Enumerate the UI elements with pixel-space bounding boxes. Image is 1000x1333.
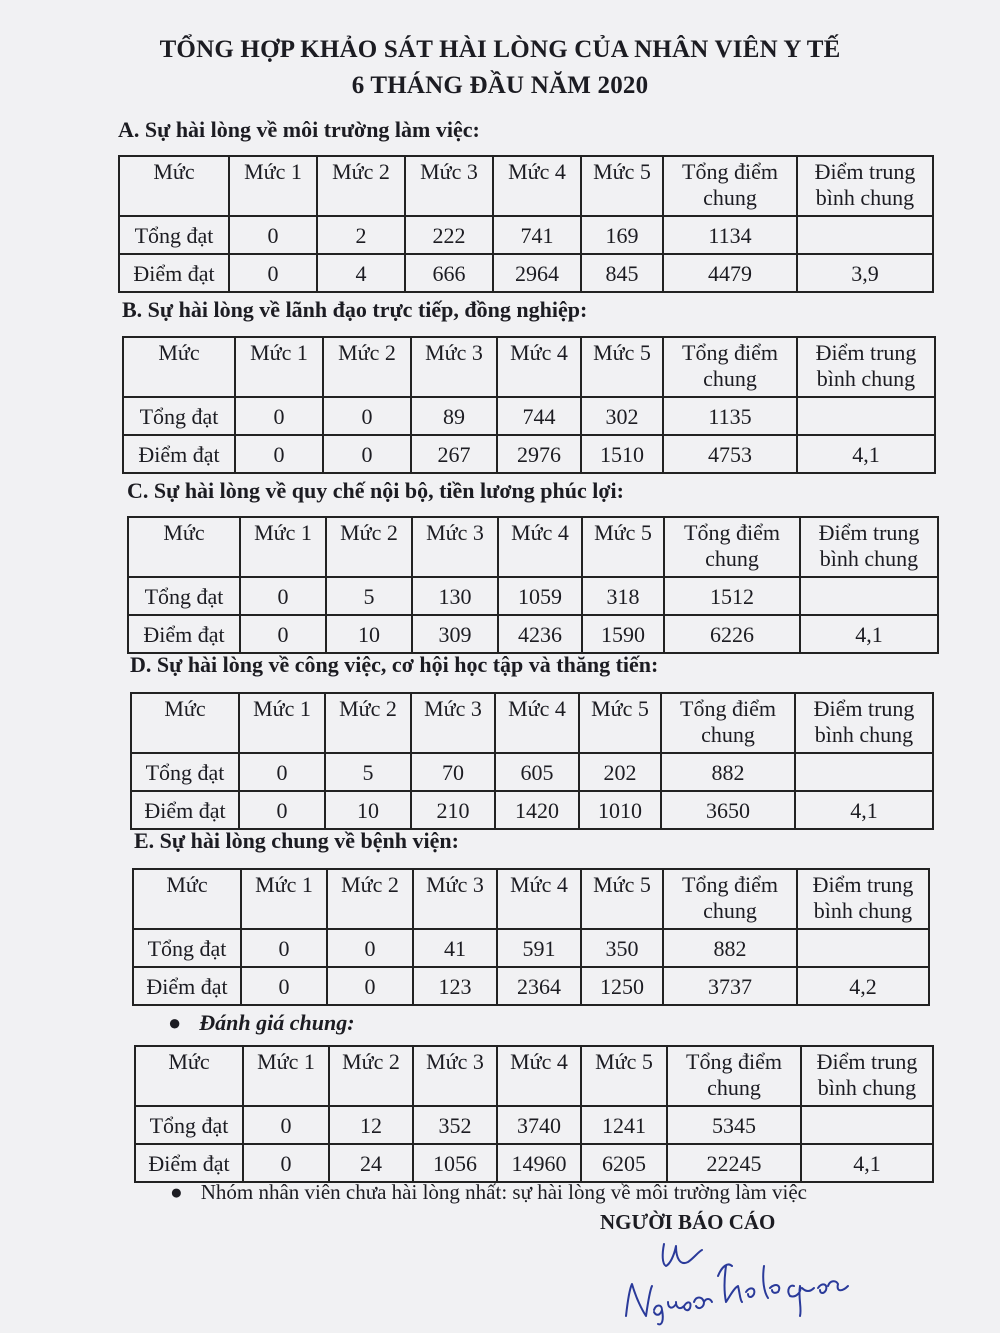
table-cell: 3740 <box>497 1106 581 1144</box>
table-header-row <box>133 869 929 929</box>
table-row <box>131 791 933 829</box>
header-cell: Mức 5 <box>581 337 663 397</box>
table-row <box>135 1144 933 1182</box>
table-row <box>123 435 935 473</box>
row-label: Tổng đạt <box>133 929 241 967</box>
header-cell: Điểm trung bình chung <box>797 156 933 216</box>
table-cell: 0 <box>323 435 411 473</box>
header-cell: Tổng điểm chung <box>663 869 797 929</box>
table-cell: 4753 <box>663 435 797 473</box>
header-cell: Điểm trung bình chung <box>800 517 938 577</box>
header-cell: Mức 1 <box>243 1046 329 1106</box>
row-label: Tổng đạt <box>135 1106 243 1144</box>
table-cell: 1010 <box>579 791 661 829</box>
table-cell: 591 <box>497 929 581 967</box>
header-cell: Mức <box>131 693 239 753</box>
table-cell: 5 <box>325 753 411 791</box>
header-cell: Mức <box>133 869 241 929</box>
header-cell: Mức 3 <box>413 1046 497 1106</box>
table-b <box>122 336 936 474</box>
table-cell: 4,1 <box>797 435 935 473</box>
table-cell: 0 <box>229 216 317 254</box>
header-cell: Mức 5 <box>581 156 663 216</box>
table-row <box>133 967 929 1005</box>
table-e <box>132 868 930 1006</box>
table-header-row <box>123 337 935 397</box>
table-cell: 5345 <box>667 1106 801 1144</box>
table-cell: 123 <box>413 967 497 1005</box>
header-cell: Mức 2 <box>323 337 411 397</box>
section-heading-overall <box>168 1010 355 1036</box>
table-cell: 210 <box>411 791 495 829</box>
table-cell: 5 <box>326 577 412 615</box>
table-cell: 6226 <box>664 615 800 653</box>
table-cell: 267 <box>411 435 497 473</box>
row-label: Điểm đạt <box>133 967 241 1005</box>
table-cell: 0 <box>240 615 326 653</box>
table-cell: 70 <box>411 753 495 791</box>
table-row <box>123 397 935 435</box>
table-cell: 302 <box>581 397 663 435</box>
section-heading-a: A. Sự hài lòng về môi trường làm việc: <box>118 117 480 142</box>
table-cell: 744 <box>497 397 581 435</box>
row-label: Điểm đạt <box>135 1144 243 1182</box>
table-cell: 4 <box>317 254 405 292</box>
table-cell: 882 <box>663 929 797 967</box>
table-cell: 0 <box>327 967 413 1005</box>
header-cell: Tổng điểm chung <box>663 337 797 397</box>
header-cell: Mức <box>123 337 235 397</box>
table-cell: 22245 <box>667 1144 801 1182</box>
header-cell: Mức 1 <box>229 156 317 216</box>
table-cell: 0 <box>239 753 325 791</box>
table-header-row <box>119 156 933 216</box>
header-cell: Mức 3 <box>411 693 495 753</box>
table-cell: 2976 <box>497 435 581 473</box>
table-overall <box>134 1045 934 1183</box>
table-header-row <box>131 693 933 753</box>
section-heading-d: D. Sự hài lòng về công việc, cơ hội học tập và thăng tiến: <box>130 652 659 677</box>
table-cell: 202 <box>579 753 661 791</box>
table-cell: 0 <box>323 397 411 435</box>
table-cell: 3650 <box>661 791 795 829</box>
table-cell: 0 <box>229 254 317 292</box>
table-cell: 0 <box>243 1144 329 1182</box>
table-cell: 6205 <box>581 1144 667 1182</box>
table-header-row <box>135 1046 933 1106</box>
header-cell: Mức 4 <box>497 869 581 929</box>
table-cell: 845 <box>581 254 663 292</box>
header-cell: Mức 2 <box>329 1046 413 1106</box>
header-cell: Mức 5 <box>582 517 664 577</box>
table-cell: 1510 <box>581 435 663 473</box>
header-cell: Mức 4 <box>497 337 581 397</box>
table-cell: 350 <box>581 929 663 967</box>
header-cell: Mức 5 <box>581 1046 667 1106</box>
table-cell: 0 <box>243 1106 329 1144</box>
header-cell: Điểm trung bình chung <box>795 693 933 753</box>
report-title: TỔNG HỢP KHẢO SÁT HÀI LÒNG CỦA NHÂN VIÊN Y TẾ <box>159 36 841 63</box>
table-cell <box>800 577 938 615</box>
table-cell: 24 <box>329 1144 413 1182</box>
table-cell: 89 <box>411 397 497 435</box>
row-label: Tổng đạt <box>119 216 229 254</box>
table-row <box>119 216 933 254</box>
table-cell: 222 <box>405 216 493 254</box>
table-row <box>135 1106 933 1144</box>
table-cell: 4,2 <box>797 967 929 1005</box>
table-cell: 741 <box>493 216 581 254</box>
table-cell: 12 <box>329 1106 413 1144</box>
row-label: Điểm đạt <box>128 615 240 653</box>
row-label: Tổng đạt <box>131 753 239 791</box>
conclusion-text: Nhóm nhân viên chưa hài lòng nhất: sự hài lòng về môi trường làm việc <box>200 1180 807 1204</box>
handwritten-signature <box>618 1236 878 1326</box>
table-cell: 0 <box>235 435 323 473</box>
header-cell: Mức <box>119 156 229 216</box>
header-cell: Mức 1 <box>239 693 325 753</box>
table-header-row <box>128 517 938 577</box>
section-heading-e: E. Sự hài lòng chung về bệnh viện: <box>134 828 459 853</box>
table-cell <box>797 397 935 435</box>
header-cell: Mức 2 <box>325 693 411 753</box>
table-cell: 605 <box>495 753 579 791</box>
table-cell: 0 <box>239 791 325 829</box>
header-cell: Mức <box>135 1046 243 1106</box>
table-row <box>119 254 933 292</box>
table-cell: 1512 <box>664 577 800 615</box>
table-cell: 1056 <box>413 1144 497 1182</box>
header-cell: Mức 1 <box>241 869 327 929</box>
table-cell: 2 <box>317 216 405 254</box>
table-row <box>128 615 938 653</box>
table-cell: 10 <box>325 791 411 829</box>
table-cell: 130 <box>412 577 498 615</box>
header-cell: Mức 3 <box>413 869 497 929</box>
header-cell: Mức 5 <box>579 693 661 753</box>
table-cell: 4,1 <box>795 791 933 829</box>
table-cell: 2964 <box>493 254 581 292</box>
header-cell: Mức 2 <box>317 156 405 216</box>
table-cell: 3,9 <box>797 254 933 292</box>
table-cell <box>795 753 933 791</box>
header-cell: Mức 4 <box>493 156 581 216</box>
table-cell: 2364 <box>497 967 581 1005</box>
table-cell: 1250 <box>581 967 663 1005</box>
table-c <box>127 516 939 654</box>
header-cell: Mức 4 <box>498 517 582 577</box>
table-cell: 10 <box>326 615 412 653</box>
header-cell: Tổng điểm chung <box>667 1046 801 1106</box>
header-cell: Tổng điểm chung <box>663 156 797 216</box>
header-cell: Điểm trung bình chung <box>797 869 929 929</box>
table-cell: 1059 <box>498 577 582 615</box>
row-label: Tổng đạt <box>123 397 235 435</box>
table-cell: 666 <box>405 254 493 292</box>
table-cell: 4,1 <box>800 615 938 653</box>
table-cell: 4236 <box>498 615 582 653</box>
table-cell: 169 <box>581 216 663 254</box>
row-label: Điểm đạt <box>119 254 229 292</box>
section-heading-b: B. Sự hài lòng về lãnh đạo trực tiếp, đồng nghiệp: <box>122 297 588 322</box>
table-d <box>130 692 934 830</box>
table-cell: 3737 <box>663 967 797 1005</box>
conclusion-line <box>170 1180 807 1205</box>
table-cell: 318 <box>582 577 664 615</box>
header-cell: Mức 1 <box>240 517 326 577</box>
table-cell: 1590 <box>582 615 664 653</box>
header-cell: Mức 2 <box>326 517 412 577</box>
header-cell: Mức 2 <box>327 869 413 929</box>
table-cell: 1420 <box>495 791 579 829</box>
row-label: Điểm đạt <box>131 791 239 829</box>
header-cell: Mức 4 <box>497 1046 581 1106</box>
header-cell: Tổng điểm chung <box>661 693 795 753</box>
table-cell <box>797 216 933 254</box>
table-cell: 0 <box>235 397 323 435</box>
table-cell: 0 <box>241 929 327 967</box>
table-row <box>128 577 938 615</box>
header-cell: Điểm trung bình chung <box>797 337 935 397</box>
table-cell: 4479 <box>663 254 797 292</box>
bullet-icon: ● <box>168 1010 182 1035</box>
table-cell: 0 <box>327 929 413 967</box>
header-cell: Mức 1 <box>235 337 323 397</box>
table-cell: 41 <box>413 929 497 967</box>
table-cell: 309 <box>412 615 498 653</box>
table-a <box>118 155 934 293</box>
report-period: 6 THÁNG ĐẦU NĂM 2020 <box>351 72 649 99</box>
table-cell: 4,1 <box>801 1144 933 1182</box>
table-row <box>133 929 929 967</box>
table-cell: 1135 <box>663 397 797 435</box>
table-cell: 882 <box>661 753 795 791</box>
header-cell: Mức 3 <box>412 517 498 577</box>
header-cell: Mức 3 <box>405 156 493 216</box>
table-cell <box>797 929 929 967</box>
header-cell: Tổng điểm chung <box>664 517 800 577</box>
table-row <box>131 753 933 791</box>
header-cell: Mức 3 <box>411 337 497 397</box>
section-heading-c: C. Sự hài lòng về quy chế nội bộ, tiền lương phúc lợi: <box>127 478 624 503</box>
header-cell: Mức 4 <box>495 693 579 753</box>
header-cell: Điểm trung bình chung <box>801 1046 933 1106</box>
bullet-icon: ● <box>170 1180 183 1204</box>
section-heading-text: Đánh giá chung: <box>199 1010 355 1035</box>
header-cell: Mức 5 <box>581 869 663 929</box>
table-cell: 14960 <box>497 1144 581 1182</box>
table-cell: 1241 <box>581 1106 667 1144</box>
table-cell: 352 <box>413 1106 497 1144</box>
row-label: Điểm đạt <box>123 435 235 473</box>
table-cell: 0 <box>240 577 326 615</box>
table-cell: 0 <box>241 967 327 1005</box>
row-label: Tổng đạt <box>128 577 240 615</box>
table-cell: 1134 <box>663 216 797 254</box>
signer-title: NGƯỜI BÁO CÁO <box>600 1210 776 1234</box>
table-cell <box>801 1106 933 1144</box>
header-cell: Mức <box>128 517 240 577</box>
